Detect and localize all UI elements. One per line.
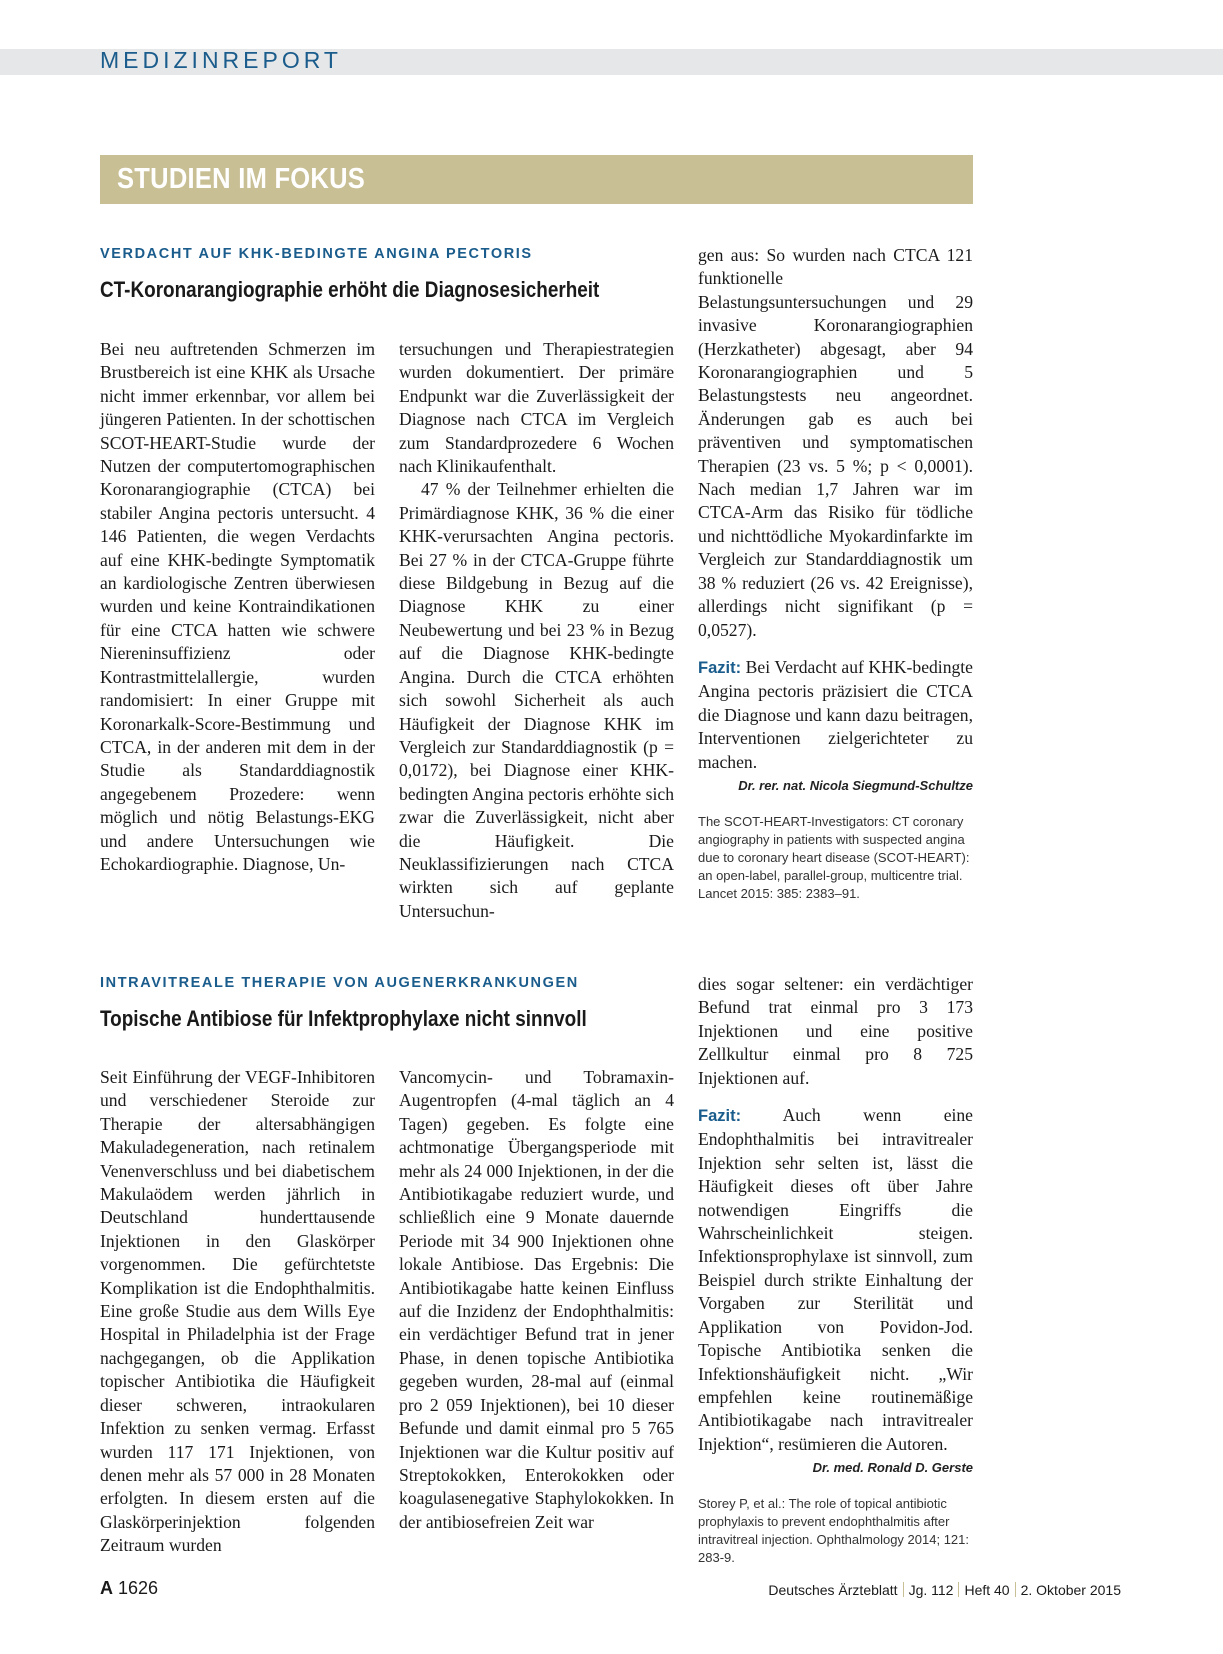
article1-headline: CT-Koronarangiographie erhöht die Diagnosesicherheit bbox=[100, 277, 600, 302]
body-paragraph: tersuchungen und Therapiestrategien wurden dokumentiert. Der primäre Endpunkt war die Zuverlässigkeit der Diagnose nach CTCA im Vergleich zum Standardprozedere 6 Wochen nach Klinikaufenthalt. bbox=[399, 339, 674, 477]
article2-headline: Topische Antibiose für Infektprophylaxe nicht sinnvoll bbox=[100, 1006, 587, 1031]
article2-column-2 bbox=[399, 1066, 674, 1534]
reference: Storey P, et al.: The role of topical antibiotic prophylaxis to prevent endophthalmitis after intravitreal injection. Ophthalmology 2014; 121: 283-9. bbox=[698, 1496, 969, 1566]
journal-name: Deutsches Ärzteblatt bbox=[768, 1582, 898, 1598]
article2-kicker: INTRAVITREALE THERAPIE VON AUGENERKRANKUNGEN bbox=[100, 975, 579, 991]
fazit-label: Fazit: bbox=[698, 658, 742, 677]
article1-column-3 bbox=[698, 244, 973, 903]
body-paragraph: Vancomycin- und Tobramaxin-Augentropfen (4-mal täglich an 4 Tagen) gegeben. Es folgte eine achtmonatige Übergangsperiode mit mehr als 24 000 Injektionen, in der die Antibiotikagabe reduziert wurde, und schließlich eine 9 Monate dauernde Periode mit 34 900 Injektionen ohne lokale Antibiose. Das Ergebnis: Die Antibiotikagabe hatte keinen Einfluss auf die Inzidenz der Endophthalmitis: ein verdächtiger Befund trat in jener Phase, in denen topische Antibiotika gegeben wurden, 28-mal auf (einmal pro 2 059 Injektionen), bei 10 dieser Befunde und damit einmal pro 5 765 Injektionen war die Kultur positiv auf Streptokokken, Enterokokken oder koagulasenegative Staphylokokken. In der antibiosefreien Zeit war bbox=[399, 1067, 674, 1532]
journal-issue: Heft 40 bbox=[964, 1582, 1010, 1598]
section-band bbox=[100, 155, 973, 204]
band-title: STUDIEN IM FOKUS bbox=[117, 163, 366, 195]
journal-volume: Jg. 112 bbox=[908, 1582, 954, 1598]
journal-date: 2. Oktober 2015 bbox=[1020, 1582, 1121, 1598]
body-paragraph: dies sogar seltener: ein verdächtiger Befund trat einmal pro 3 173 Injektionen und eine positive Zellkultur einmal pro 8 725 Injektionen auf. bbox=[698, 974, 973, 1088]
journal-info bbox=[768, 1582, 1121, 1598]
article1-column-1 bbox=[100, 338, 375, 876]
body-paragraph: Seit Einführung der VEGF-Inhibitoren und verschiedener Steroide zur Therapie der altersabhängigen Makuladegeneration, nach retinalem Venenverschluss und bei diabetischem Makulaödem werden jährlich in Deutschland hunderttausende Injektionen in den Glaskörper vorgenommen. Die gefürchtetste Komplikation ist die Endophthalmitis. Eine große Studie aus dem Wills Eye Hospital in Philadelphia ist der Frage nachgegangen, ob die Applikation topischer Antibiotika die Häufigkeit dieser schweren, intraokularen Infektion zu senken vermag. Erfasst wurden 117 171 Injektionen, von denen mehr als 57 000 in 28 Monaten erfolgten. In diesem ersten auf die Glaskörperinjektion folgenden Zeitraum wurden bbox=[100, 1067, 375, 1556]
article1-column-2 bbox=[399, 338, 674, 923]
separator bbox=[958, 1582, 959, 1597]
article1-kicker: VERDACHT AUF KHK-BEDINGTE ANGINA PECTORIS bbox=[100, 246, 533, 262]
fazit-paragraph bbox=[698, 656, 973, 774]
page-prefix: A bbox=[100, 1578, 113, 1598]
page-number bbox=[100, 1578, 158, 1599]
fazit-paragraph bbox=[698, 1104, 973, 1456]
section-label: MEDIZINREPORT bbox=[100, 47, 342, 73]
author-credit: Dr. med. Ronald D. Gerste bbox=[812, 1460, 973, 1476]
reference: The SCOT-HEART-Investigators: CT coronary angiography in patients with suspected angina due to coronary heart disease (SCOT-HEART): an open-label, parallel-group, multicentre trial. Lancet 2015: 385: 2383–91. bbox=[698, 813, 970, 901]
body-paragraph: 47 % der Teilnehmer erhielten die Primärdiagnose KHK, 36 % die einer KHK-verursachten Angina pectoris. Bei 27 % in der CTCA-Gruppe führte diese Bildgebung in Bezug auf die Diagnose KHK zu einer Neubewertung und bei 23 % in Bezug auf die Diagnose KHK-bedingte Angina. Durch die CTCA erhöhten sich sowohl Sicherheit als auch Häufigkeit der Diagnose KHK im Vergleich zur Standarddiagnostik (p = 0,0172), bei Diagnose einer KHK-bedingten Angina pectoris erhöhte sich zwar die Zuverlässigkeit, nicht aber die Häufigkeit. Die Neuklassifizierungen nach CTCA wirkten sich auf geplante Untersuchun- bbox=[399, 479, 674, 921]
separator bbox=[903, 1582, 904, 1597]
page-number-value: 1626 bbox=[118, 1578, 159, 1598]
fazit-text: Bei Verdacht auf KHK-bedingte Angina pectoris präzisiert die CTCA die Diagnose und kann dazu beitragen, Interventionen zielgerichteter zu machen. bbox=[698, 656, 973, 772]
separator bbox=[1015, 1582, 1016, 1597]
body-paragraph: gen aus: So wurden nach CTCA 121 funktionelle Belastungsuntersuchungen und 29 invasive Koronarangiographien (Herzkatheter) abgesagt, aber 94 Koronarangiographien und 5 Belastungstests neu angeordnet. Änderungen gab es auch bei präventiven und symptomatischen Therapien (23 vs. 5 %; p < 0,0001). Nach median 1,7 Jahren war im CTCA-Arm das Risiko für tödliche und nichttödliche Myokardinfarkte im Vergleich zur Standarddiagnostik um 38 % reduziert (26 vs. 42 Ereignisse), allerdings nicht signifikant (p = 0,0527). bbox=[698, 245, 973, 640]
fazit-text: Auch wenn eine Endophthalmitis bei intravitrealer Injektion sehr selten ist, lässt die Häufigkeit dieses oft über Jahre notwendigen Eingriffs die Wahrscheinlichkeit steigen. Infektionsprophylaxe ist sinnvoll, zum Beispiel durch strikte Einhaltung der Vorgaben zur Sterilität und Applikation von Povidon-Jod. Topische Antibiotika senken die Infektionshäufigkeit nicht. „Wir empfehlen keine routinemäßige Antibiotikagabe nach intravitrealer Injektion“, resümieren die Autoren. bbox=[698, 1105, 973, 1454]
body-paragraph: Bei neu auftretenden Schmerzen im Brustbereich ist eine KHK als Ursache nicht immer erkennbar, vor allem bei jüngeren Patienten. In der schottischen SCOT-HEART-Studie wurde der Nutzen der computertomographischen Koronarangiographie (CTCA) bei stabiler Angina pectoris untersucht. 4 146 Patienten, die wegen Verdachts auf eine KHK-bedingte Symptomatik an kardiologische Zentren überwiesen wurden und keine Kontraindikationen für eine CTCA hatten wie schwere Niereninsuffizienz oder Kontrastmittelallergie, wurden randomisiert: In einer Gruppe mit Koronarkalk-Score-Bestimmung und CTCA, in der anderen mit dem in der Studie als Standarddiagnostik angegebenem Prozedere: wenn möglich und nötig Belastungs-EKG und andere Untersuchungen wie Echokardiographie. Diagnose, Un- bbox=[100, 339, 375, 874]
article2-column-3 bbox=[698, 973, 973, 1567]
fazit-label: Fazit: bbox=[698, 1107, 742, 1126]
article2-column-1 bbox=[100, 1066, 375, 1558]
author-credit: Dr. rer. nat. Nicola Siegmund-Schultze bbox=[738, 777, 973, 793]
